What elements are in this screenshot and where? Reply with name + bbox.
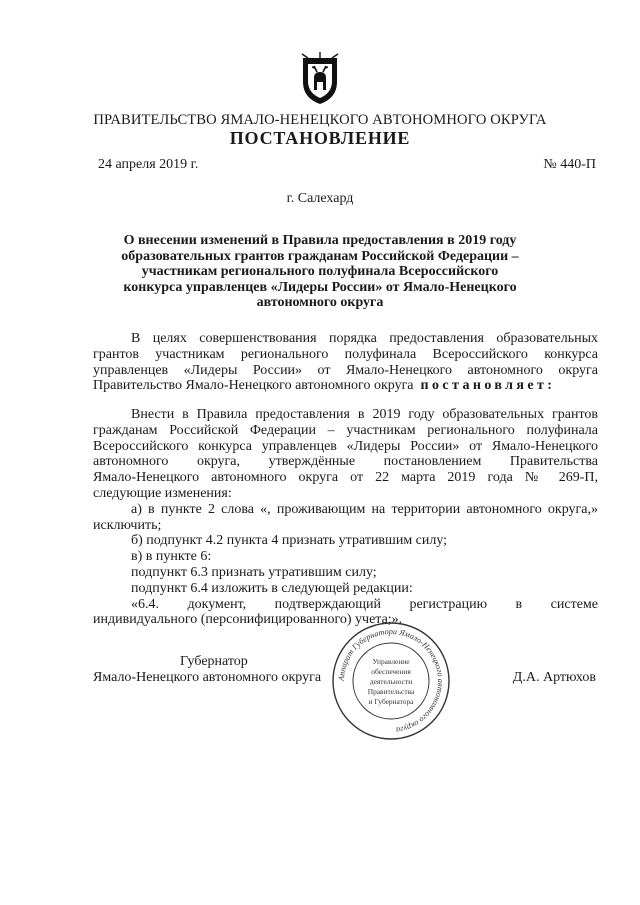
body-line: автономного округа, утверждённые постановлением Правительства — [93, 454, 598, 470]
document-title — [112, 233, 528, 311]
preamble-line: управленцев «Лидеры России» от Ямало-Ненецкого автономного округа — [93, 362, 598, 378]
body-line: исключить; — [93, 517, 162, 533]
seal-center-line: обеспечения — [371, 667, 411, 676]
title-line: О внесении изменений в Правила предоставления в 2019 году — [123, 233, 517, 248]
body-line: подпункт 6.4 изложить в следующей редакции: — [131, 580, 413, 596]
body-line: Внести в Правила предоставления в 2019 году образовательных грантов — [131, 407, 598, 422]
body-line: подпункт 6.3 признать утратившим силу; — [131, 564, 377, 580]
yamal-coat-of-arms-icon — [300, 52, 340, 106]
body-line: следующие изменения: — [93, 485, 232, 501]
seal-ring-text: Аппарат Губернатора Ямало-Ненецкого автономного округа — [336, 626, 446, 735]
preamble-line: В целях совершенствования порядка предоставления образовательных — [131, 331, 598, 346]
title-line: образовательных грантов гражданам Российской Федерации – — [121, 248, 519, 264]
title-line: конкурса управленцев «Лидеры России» от Ямало-Ненецкого — [123, 279, 517, 295]
preamble-paragraph — [93, 331, 598, 394]
body-line: б) подпункт 4.2 пункта 4 признать утратившим силу; — [131, 533, 448, 549]
body-line: а) в пункте 2 слова «, проживающим на территории автономного округа,» — [131, 501, 598, 517]
signatory-region: Ямало-Ненецкого автономного округа — [93, 670, 322, 685]
signatory-title: Губернатор — [180, 654, 248, 669]
title-line: участникам регионального полуфинала Всероссийского — [141, 264, 499, 280]
decree-word: постановляет: — [420, 378, 556, 394]
body-line: Всероссийского конкурса управленцев «Лидеры России» от Ямало-Ненецкого — [93, 438, 598, 454]
preamble-line: грантов участникам регионального полуфинала Всероссийского конкурса — [93, 346, 598, 362]
official-seal — [330, 620, 452, 742]
seal-center-line: Управление — [372, 657, 410, 666]
seal-center-line: деятельности — [369, 677, 413, 686]
body-line: Ямало-Ненецкого автономного округа от 22 марта 2019 года № 269-П, — [93, 470, 598, 486]
seal-center-line: Правительства — [367, 687, 415, 696]
body-line: индивидуального (персонифицированного) учета;». — [93, 612, 403, 628]
preamble-last-line — [93, 378, 598, 394]
body-line: гражданам Российской Федерации – участникам регионального полуфинала — [93, 422, 598, 438]
preamble-government: Правительство Ямало-Ненецкого автономного округа — [93, 378, 414, 394]
amendments-section — [93, 407, 598, 628]
document-number: № 440-П — [543, 157, 596, 172]
seal-center-line: и Губернатора — [368, 697, 414, 706]
document-date: 24 апреля 2019 г. — [98, 157, 199, 172]
signatory-name: Д.А. Артюхов — [512, 670, 596, 685]
document-type: ПОСТАНОВЛЕНИЕ — [229, 128, 411, 148]
body-line: в) в пункте 6: — [131, 549, 212, 565]
document-city: г. Салехард — [286, 191, 354, 206]
body-line: «6.4. документ, подтверждающий регистрацию в системе — [131, 596, 598, 612]
government-name: ПРАВИТЕЛЬСТВО ЯМАЛО-НЕНЕЦКОГО АВТОНОМНОГО ОКРУГА — [93, 112, 547, 128]
title-line: автономного округа — [256, 295, 384, 311]
